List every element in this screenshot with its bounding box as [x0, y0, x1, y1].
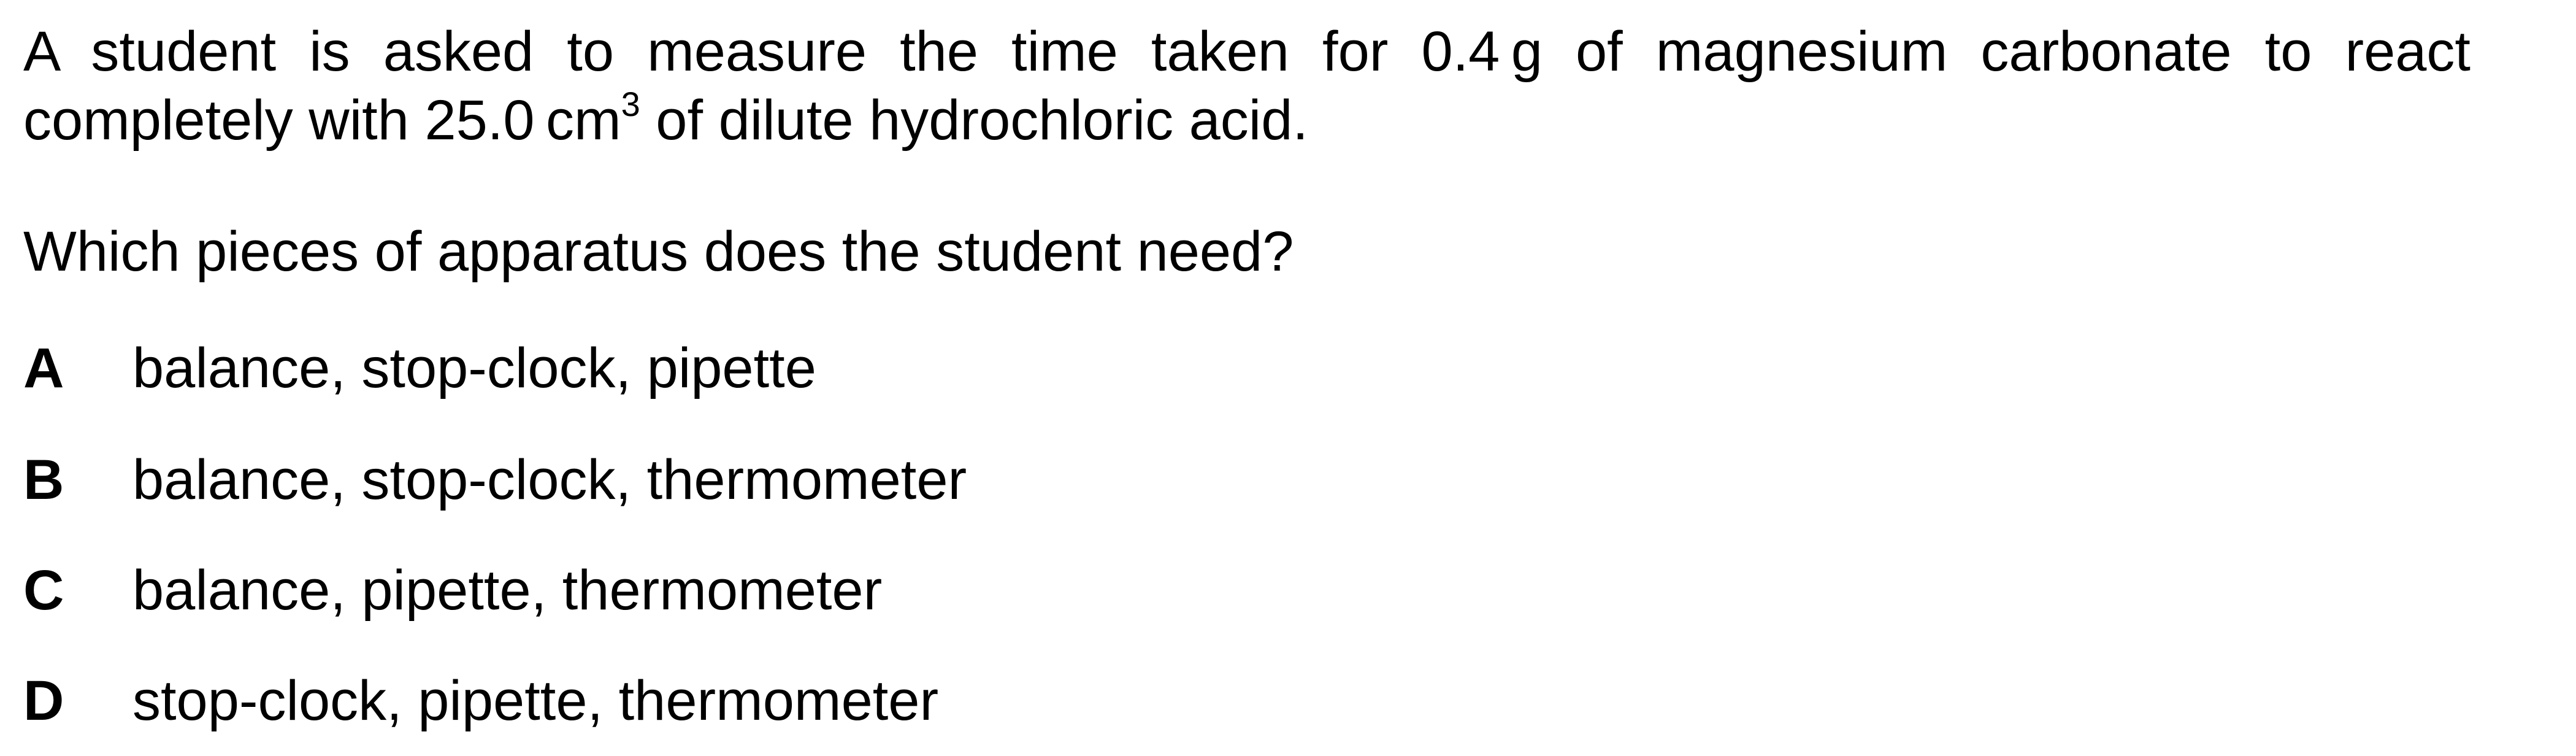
stem-line-1: A student is asked to measure the time taken for 0.4 g of magnesium carbonate to react — [23, 20, 2471, 83]
option-text: balance, pipette, thermometer — [132, 559, 883, 622]
option-text: balance, stop-clock, thermometer — [132, 449, 967, 511]
option-letter: C — [23, 559, 64, 622]
option-letter: A — [23, 337, 64, 399]
option-text: balance, stop-clock, pipette — [132, 337, 816, 399]
stem-line-2 — [23, 86, 2471, 155]
question-stem — [23, 17, 2471, 155]
stem-line-2-text: completely with 25.0 cm — [23, 89, 621, 152]
superscript-cubed: 3 — [621, 85, 640, 124]
stem-line-2-rest: of dilute hydrochloric acid. — [640, 89, 1308, 152]
option-text: stop-clock, pipette, thermometer — [132, 669, 939, 732]
option-letter: D — [23, 669, 64, 732]
option-letter: B — [23, 449, 64, 511]
question-prompt: Which pieces of apparatus does the student need? — [23, 220, 1294, 283]
